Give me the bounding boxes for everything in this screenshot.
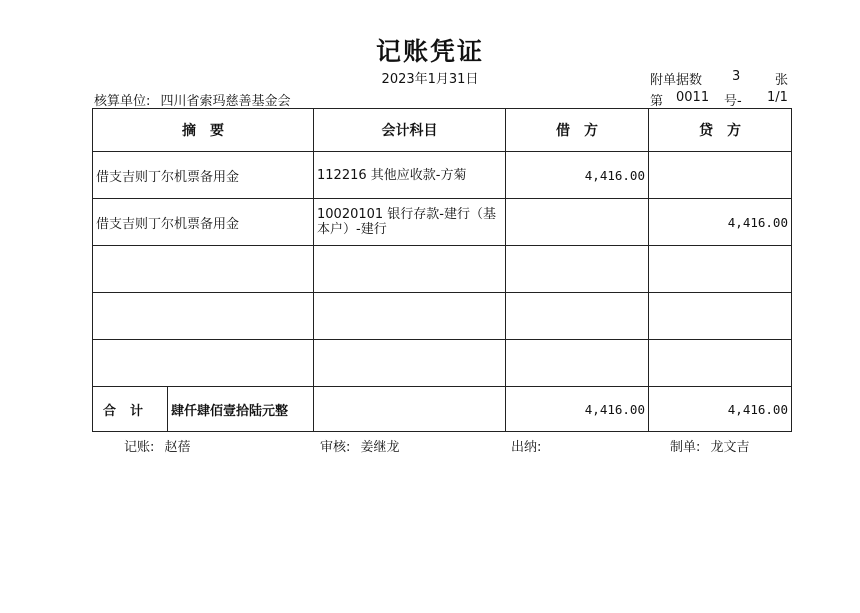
table-row [93, 293, 792, 340]
account-cell: 112216 其他应收款-方菊 [314, 152, 506, 199]
column-header-summary: 摘 要 [93, 109, 314, 152]
cashier-label: 出纳: [511, 440, 542, 455]
attachments-count: 3 [732, 69, 741, 84]
voucher-number: 0011 [676, 90, 710, 105]
total-label: 合计 [93, 387, 168, 431]
preparer-signature [670, 436, 750, 455]
preparer-name: 龙文吉 [710, 440, 750, 455]
total-debit: 4,416.00 [506, 387, 649, 432]
table-row [93, 246, 792, 293]
bookkeeper-label: 记账: [124, 440, 155, 455]
voucher-title: 记账凭证 [375, 37, 484, 66]
credit-cell [649, 293, 792, 340]
column-header-account: 会计科目 [314, 109, 506, 152]
column-header-credit: 贷 方 [649, 109, 792, 152]
amount-in-words: 肆仟肆佰壹拾陆元整 [171, 403, 289, 419]
bookkeeper-signature [124, 436, 191, 455]
column-header-debit: 借 方 [506, 109, 649, 152]
account-cell [314, 246, 506, 293]
account-cell: 10020101 银行存款-建行（基本户）-建行 [314, 199, 506, 246]
credit-cell [649, 340, 792, 387]
summary-cell: 借支吉则丁尔机票备用金 [93, 199, 314, 246]
credit-cell [649, 246, 792, 293]
voucher-prefix: 第 [650, 94, 664, 109]
summary-cell: 借支吉则丁尔机票备用金 [93, 152, 314, 199]
voucher-suffix: 号- [724, 94, 742, 109]
unit-label: 核算单位: [94, 94, 151, 109]
table-header-row [93, 109, 792, 152]
total-summary-cell [93, 387, 314, 432]
table-row [93, 199, 792, 246]
reviewer-label: 审核: [320, 440, 351, 455]
attachments-unit: 张 [775, 73, 789, 88]
attachments-label: 附单据数 [650, 73, 703, 88]
debit-cell: 4,416.00 [506, 152, 649, 199]
summary-cell [93, 340, 314, 387]
credit-cell: 4,416.00 [649, 199, 792, 246]
reviewer-signature [320, 436, 400, 455]
accounting-unit [94, 90, 291, 109]
credit-cell [649, 152, 792, 199]
total-row [93, 387, 792, 432]
cashier-signature [511, 436, 547, 455]
reviewer-name: 姜继龙 [360, 440, 400, 455]
table-row [93, 152, 792, 199]
voucher-page: 1/1 [767, 90, 788, 105]
summary-cell [93, 293, 314, 340]
table-row [93, 340, 792, 387]
voucher-table [92, 108, 792, 432]
voucher-date: 2023年1月31日 [381, 72, 479, 87]
unit-name: 四川省索玛慈善基金会 [160, 94, 291, 109]
debit-cell [506, 340, 649, 387]
total-credit: 4,416.00 [649, 387, 792, 432]
debit-cell [506, 199, 649, 246]
total-account-cell [314, 387, 506, 432]
account-cell [314, 293, 506, 340]
debit-cell [506, 293, 649, 340]
debit-cell [506, 246, 649, 293]
summary-cell [93, 246, 314, 293]
bookkeeper-name: 赵蓓 [164, 440, 191, 455]
account-cell [314, 340, 506, 387]
preparer-label: 制单: [670, 440, 701, 455]
